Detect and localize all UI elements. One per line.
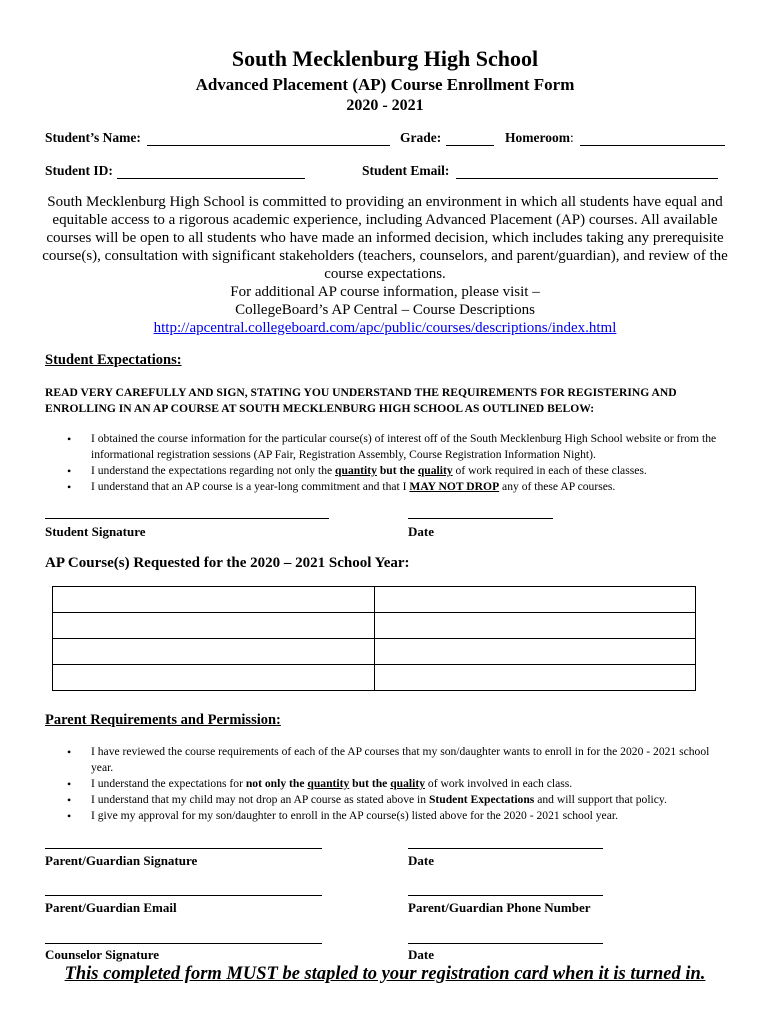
student-signature-label: Student Signature: [45, 524, 146, 539]
parent-date-line[interactable]: [408, 848, 603, 849]
ap-courses-heading: AP Course(s) Requested for the 2020 – 2021 School Year:: [45, 555, 410, 571]
student-id-field[interactable]: [117, 166, 305, 179]
parent-signature-label: Parent/Guardian Signature: [45, 853, 198, 868]
course-cell[interactable]: [53, 587, 375, 613]
course-cell[interactable]: [53, 639, 375, 665]
intro-paragraph: [40, 193, 730, 337]
list-item: • I give my approval for my son/daughter to enroll in the AP course(s) listed above for the 2020 - 2021 school year.: [45, 808, 725, 824]
list-item: • I have reviewed the course requirements of each of the AP courses that my son/daughter wants to enroll in for the 2020 - 2021 school year.: [45, 744, 725, 776]
table-row: [53, 665, 696, 691]
homeroom-label: Homeroom:: [505, 130, 574, 145]
grade-field[interactable]: [446, 133, 494, 146]
parent-requirements-list: [45, 744, 725, 824]
student-expectations-list: [45, 431, 735, 495]
intro-visit-text: For additional AP course information, please visit –: [230, 284, 540, 300]
student-date-label: Date: [408, 524, 434, 539]
form-title: Advanced Placement (AP) Course Enrollment Form: [195, 75, 575, 94]
student-email-label: Student Email:: [362, 163, 450, 178]
counselor-date-label: Date: [408, 947, 434, 962]
parent-signature-line[interactable]: [45, 848, 322, 849]
ap-central-link[interactable]: http://apcentral.collegeboard.com/apc/public/courses/descriptions/index.html: [153, 320, 617, 336]
student-date-line[interactable]: [408, 518, 553, 519]
parent-date-label: Date: [408, 853, 434, 868]
table-row: [53, 613, 696, 639]
parent-phone-line[interactable]: [408, 895, 603, 896]
table-row: [53, 587, 696, 613]
table-row: [53, 639, 696, 665]
parent-phone-label: Parent/Guardian Phone Number: [408, 900, 591, 915]
student-signature-line[interactable]: [45, 518, 329, 519]
counselor-signature-label: Counselor Signature: [45, 947, 160, 962]
parent-requirements-heading: Parent Requirements and Permission:: [45, 712, 281, 728]
course-cell[interactable]: [374, 639, 696, 665]
homeroom-field[interactable]: [580, 133, 725, 146]
counselor-date-line[interactable]: [408, 943, 603, 944]
grade-label: Grade:: [400, 130, 442, 145]
course-cell[interactable]: [374, 587, 696, 613]
list-item: • I understand that my child may not drop an AP course as stated above in Student Expectations and will support that policy.: [45, 792, 725, 808]
intro-course-descriptions: CollegeBoard’s AP Central – Course Descriptions: [235, 302, 535, 318]
student-name-label: Student’s Name:: [45, 130, 141, 145]
counselor-signature-line[interactable]: [45, 943, 322, 944]
course-cell[interactable]: [374, 613, 696, 639]
student-id-label: Student ID:: [45, 163, 113, 178]
list-item: • I understand the expectations regarding not only the quantity but the quality of work required in each of these classes.: [45, 463, 735, 479]
school-year: 2020 - 2021: [346, 97, 424, 114]
read-carefully-warning: READ VERY CAREFULLY AND SIGN, STATING YOU UNDERSTAND THE REQUIREMENTS FOR REGISTERING AND ENROLLING IN AN AP COURSE AT SOUTH MECKLENBURG HIGH SCHOOL AS OUTLINED BELOW:: [45, 386, 677, 415]
intro-text: South Mecklenburg High School is committed to providing an environment in which all students have equal and equitable access to a rigorous academic experience, including Advanced Placement (AP) courses. All available courses will be open to all students who have made an informed decision, which includes taking any prerequisite course(s), consultation with significant stakeholders (teachers, counselors, and parent/guardian), and review of the course expectations.: [42, 194, 728, 282]
student-name-field[interactable]: [147, 133, 390, 146]
ap-courses-table: [52, 586, 696, 691]
course-cell[interactable]: [374, 665, 696, 691]
parent-email-line[interactable]: [45, 895, 322, 896]
student-expectations-heading: Student Expectations:: [45, 352, 182, 368]
school-name: South Mecklenburg High School: [231, 46, 539, 71]
student-email-field[interactable]: [456, 166, 718, 179]
list-item: • I understand the expectations for not only the quantity but the quality of work involved in each class.: [45, 776, 725, 792]
course-cell[interactable]: [53, 613, 375, 639]
list-item: • I obtained the course information for the particular course(s) of interest off of the South Mecklenburg High School website or from the informational registration sessions (AP Fair, Registration Assembly, Course Registration Information Night).: [45, 431, 735, 463]
parent-email-label: Parent/Guardian Email: [45, 900, 177, 915]
list-item: • I understand that an AP course is a year-long commitment and that I MAY NOT DROP any of these AP courses.: [45, 479, 735, 495]
course-cell[interactable]: [53, 665, 375, 691]
footer-note: This completed form MUST be stapled to your registration card when it is turned in.: [64, 964, 706, 984]
